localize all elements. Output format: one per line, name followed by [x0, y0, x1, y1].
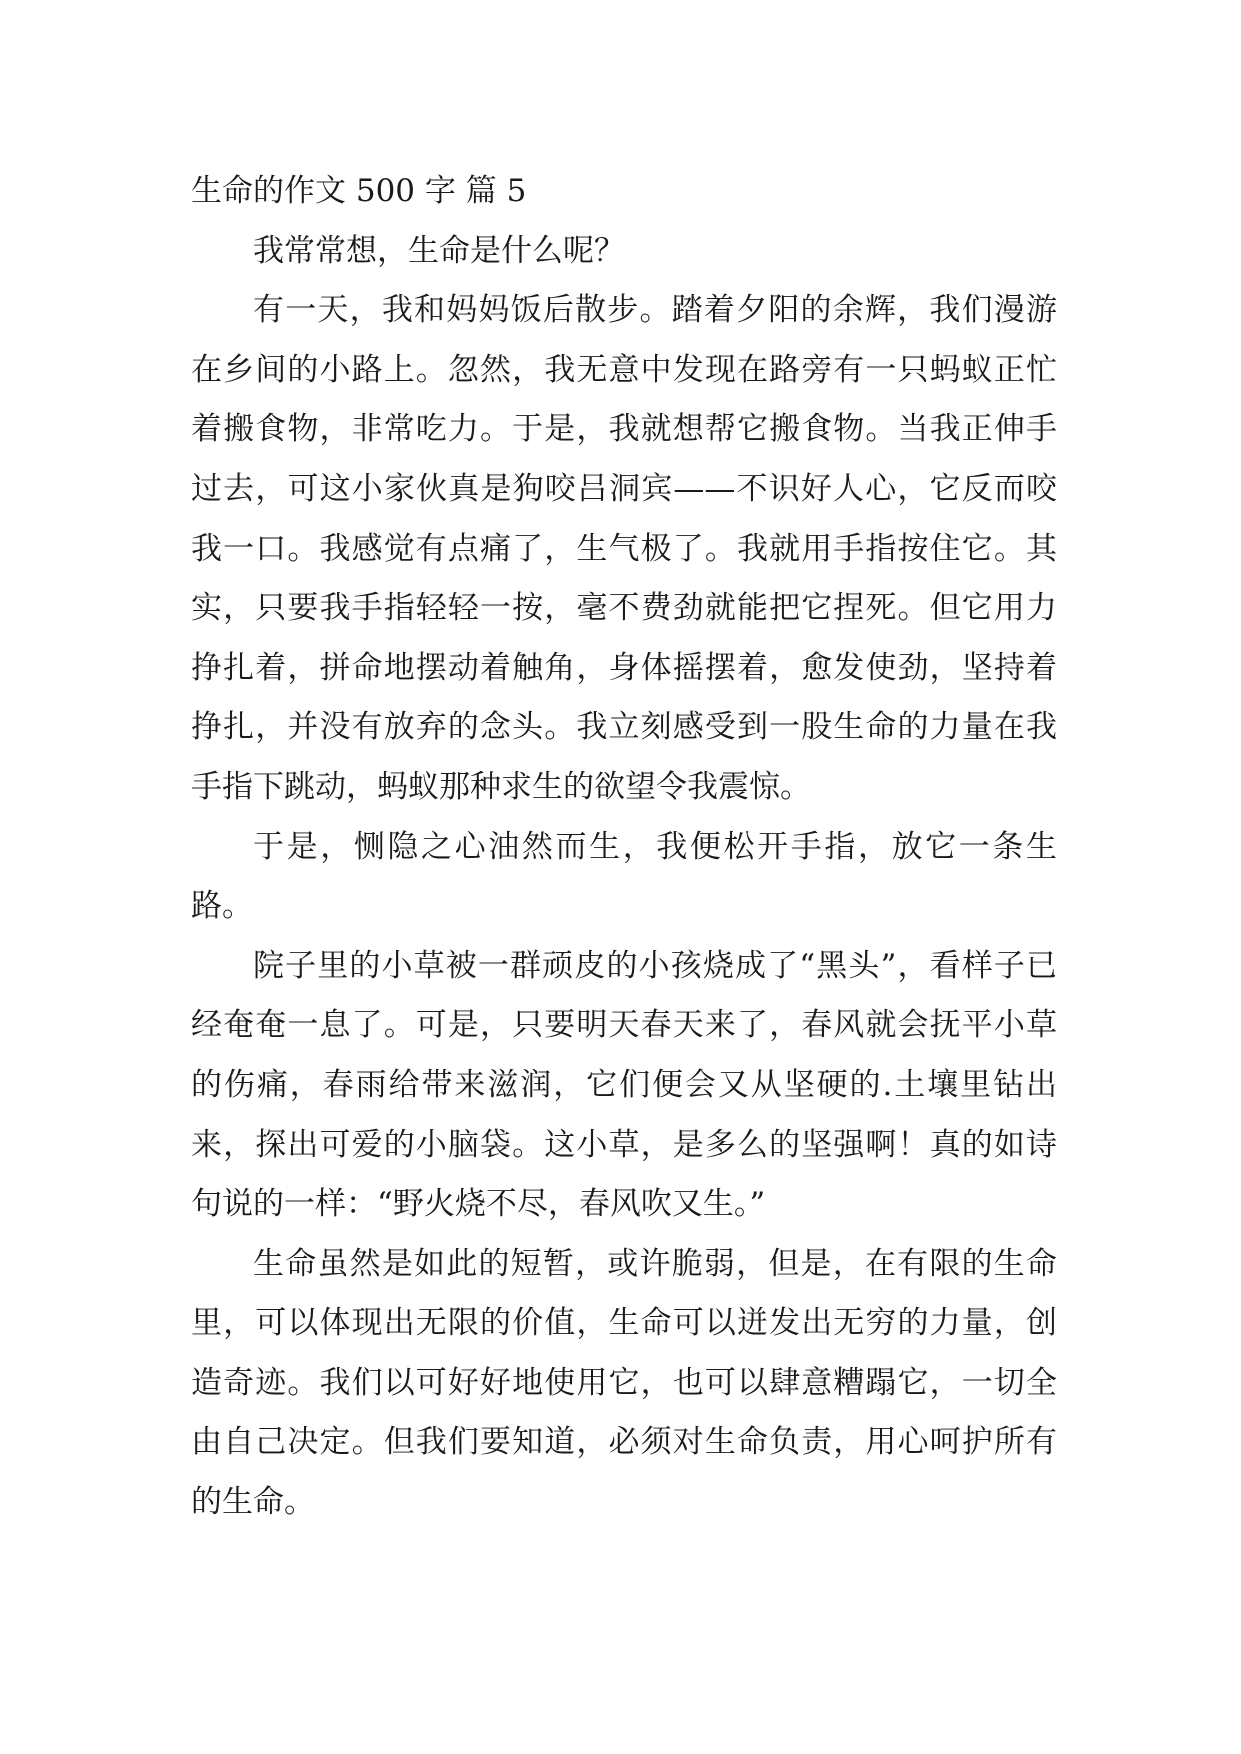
paragraph-1: 我常常想，生命是什么呢？ — [253, 232, 625, 269]
paragraph-4: 院子里的小草被一群顽皮的小孩烧成了“黑头”，看样子已经奄奄一息了。可是，只要明天春天来了，春风就会抚平小草的伤痛，春雨给带来滋润，它们便会又从坚硬的.土壤里钻出来，探出可爱的小脑袋。这小草，是多么的坚强啊！真的如诗句说的一样：“野火烧不尽，春风吹又生。” — [191, 947, 1057, 1223]
document-title: 生命的作文 500 字 篇 5 — [191, 173, 527, 209]
paragraph-3: 于是，恻隐之心油然而生，我便松开手指，放它一条生路。 — [191, 828, 1057, 925]
paragraph-2: 有一天，我和妈妈饭后散步。踏着夕阳的余辉，我们漫游在乡间的小路上。忽然，我无意中发现在路旁有一只蚂蚁正忙着搬食物，非常吃力。于是，我就想帮它搬食物。当我正伸手过去，可这小家伙真是狗咬吕洞宾——不识好人心，它反而咬我一口。我感觉有点痛了，生气极了。我就用手指按住它。其实，只要我手指轻轻一按，毫不费劲就能把它捏死。但它用力挣扎着，拼命地摆动着触角，身体摇摆着，愈发使劲，坚持着挣扎，并没有放弃的念头。我立刻感受到一股生命的力量在我手指下跳动，蚂蚁那种求生的欲望令我震惊。 — [191, 292, 1057, 805]
paragraph-5: 生命虽然是如此的短暂，或许脆弱，但是，在有限的生命里，可以体现出无限的价值，生命可以迸发出无穷的力量，创造奇迹。我们以可好好地使用它，也可以肆意糟蹋它，一切全由自己决定。但我们要知道，必须对生命负责，用心呵护所有的生命。 — [191, 1245, 1057, 1521]
document-body — [191, 162, 1057, 1533]
